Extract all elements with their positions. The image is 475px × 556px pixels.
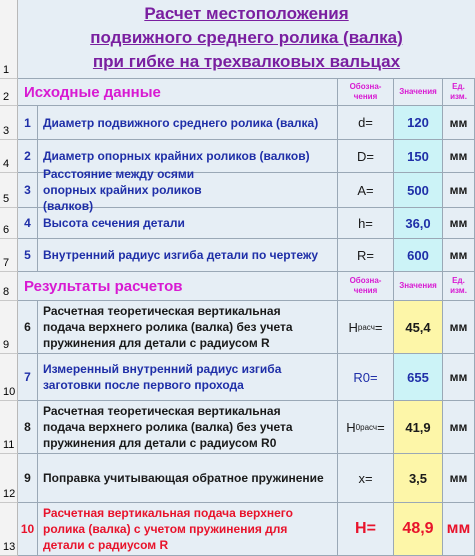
row-number: 4 [3, 158, 10, 170]
row-number: 11 [3, 439, 15, 451]
result-row-number[interactable]: 8 [18, 401, 38, 454]
results-section-header[interactable]: Результаты расчетов [18, 272, 338, 301]
input-unit[interactable]: мм [443, 239, 475, 272]
row-number: 3 [3, 125, 10, 137]
input-description[interactable]: Внутренний радиус изгиба детали по чертежу [38, 239, 338, 272]
input-unit[interactable]: мм [443, 173, 475, 208]
result-value-R0[interactable]: 655 [394, 354, 443, 401]
value-column-header[interactable]: Значения [394, 272, 443, 301]
row-header-13[interactable] [0, 503, 18, 556]
input-symbol[interactable]: R= [338, 239, 394, 272]
row-header-2[interactable] [0, 79, 18, 106]
result-symbol[interactable] [338, 401, 394, 454]
row-header-7[interactable] [0, 239, 18, 272]
symbol-main: H [348, 319, 358, 335]
row-header-6[interactable] [0, 208, 18, 239]
input-row-number[interactable]: 2 [18, 140, 38, 173]
result-row-number[interactable]: 6 [18, 301, 38, 354]
result-unit[interactable]: мм [443, 301, 475, 354]
title-cell[interactable] [18, 0, 475, 79]
row-number: 13 [3, 541, 16, 553]
row-header-11[interactable] [0, 401, 18, 454]
row-number: 9 [3, 339, 10, 351]
symbol-equals: = [374, 319, 383, 335]
input-unit[interactable]: мм [443, 208, 475, 239]
row-number: 7 [3, 257, 10, 269]
input-row-number[interactable]: 5 [18, 239, 38, 272]
result-symbol[interactable] [338, 301, 394, 354]
result-value-x[interactable]: 3,5 [394, 454, 443, 503]
input-section-header[interactable]: Исходные данные [18, 79, 338, 106]
result-unit[interactable]: мм [443, 401, 475, 454]
result-description[interactable]: Расчетная теоретическая вертикальная подача верхнего ролика (валка) без учета пружинения для детали с радиусом R [38, 301, 338, 354]
result-description[interactable]: Расчетная теоретическая вертикальная подача верхнего ролика (валка) без учета пружинения для детали с радиусом R0 [38, 401, 338, 454]
symbol-main: H [346, 419, 356, 435]
row-header-10[interactable] [0, 354, 18, 401]
result-unit[interactable]: мм [443, 354, 475, 401]
result-row-number[interactable]: 9 [18, 454, 38, 503]
row-header-9[interactable] [0, 301, 18, 354]
input-symbol[interactable]: d= [338, 106, 394, 140]
input-row-number[interactable]: 3 [18, 173, 38, 208]
input-description[interactable]: Диаметр опорных крайних роликов (валков) [38, 140, 338, 173]
input-value-h[interactable]: 36,0 [394, 208, 443, 239]
row-number: 5 [3, 193, 10, 205]
input-symbol[interactable]: A= [338, 173, 394, 208]
input-row-number[interactable]: 4 [18, 208, 38, 239]
title-line-2: подвижного среднего ролика (валка) [90, 28, 403, 47]
row-number: 1 [3, 64, 10, 76]
result-description[interactable]: Измеренный внутренний радиус изгиба заготовки после первого прохода [38, 354, 338, 401]
row-number: 8 [3, 286, 10, 298]
input-value-D[interactable]: 150 [394, 140, 443, 173]
result-value-Hrasch[interactable]: 45,4 [394, 301, 443, 354]
symbol-column-header[interactable]: Обозна-чения [338, 272, 394, 301]
result-unit[interactable]: мм [443, 454, 475, 503]
symbol-subscript: расч [357, 322, 375, 332]
row-header-3[interactable] [0, 106, 18, 140]
input-description[interactable]: Расстояние между осями опорных крайних роликов (валков) [38, 173, 338, 208]
row-number: 2 [3, 91, 10, 103]
input-symbol[interactable]: h= [338, 208, 394, 239]
title-line-1: Расчет местоположения [144, 4, 349, 23]
value-column-header[interactable]: Значения [394, 79, 443, 106]
unit-column-header[interactable]: Ед. изм. [443, 79, 475, 106]
result-description[interactable]: Поправка учитывающая обратное пружинение [38, 454, 338, 503]
row-header-8[interactable] [0, 272, 18, 301]
row-number: 12 [3, 488, 16, 500]
result-value-H0rasch[interactable]: 41,9 [394, 401, 443, 454]
input-description[interactable]: Диаметр подвижного среднего ролика (валка) [38, 106, 338, 140]
input-value-d[interactable]: 120 [394, 106, 443, 140]
result-row-number[interactable]: 7 [18, 354, 38, 401]
row-header-1[interactable] [0, 0, 18, 79]
symbol-equals: = [377, 419, 385, 435]
final-result-symbol[interactable]: H= [338, 503, 394, 556]
symbol-subscript: 0расч [355, 422, 378, 432]
final-row-number[interactable]: 10 [18, 503, 38, 556]
row-number: 10 [3, 386, 16, 398]
input-description[interactable]: Высота сечения детали [38, 208, 338, 239]
final-result-description[interactable]: Расчетная вертикальная подача верхнего ролика (валка) с учетом пружинения для детали с радиусом R [38, 503, 338, 556]
final-result-value-H[interactable]: 48,9 [394, 503, 443, 556]
row-number: 6 [3, 224, 10, 236]
row-header-4[interactable] [0, 140, 18, 173]
row-header-5[interactable] [0, 173, 18, 208]
result-symbol[interactable]: x= [338, 454, 394, 503]
input-unit[interactable]: мм [443, 106, 475, 140]
input-unit[interactable]: мм [443, 140, 475, 173]
input-value-R[interactable]: 600 [394, 239, 443, 272]
input-symbol[interactable]: D= [338, 140, 394, 173]
unit-column-header[interactable]: Ед. изм. [443, 272, 475, 301]
title-line-3: при гибке на трехвалковых вальцах [92, 52, 401, 71]
result-symbol[interactable]: R0= [338, 354, 394, 401]
input-row-number[interactable]: 1 [18, 106, 38, 140]
row-header-12[interactable] [0, 454, 18, 503]
symbol-column-header[interactable]: Обозна-чения [338, 79, 394, 106]
final-result-unit[interactable]: мм [443, 503, 475, 556]
input-value-A[interactable]: 500 [394, 173, 443, 208]
